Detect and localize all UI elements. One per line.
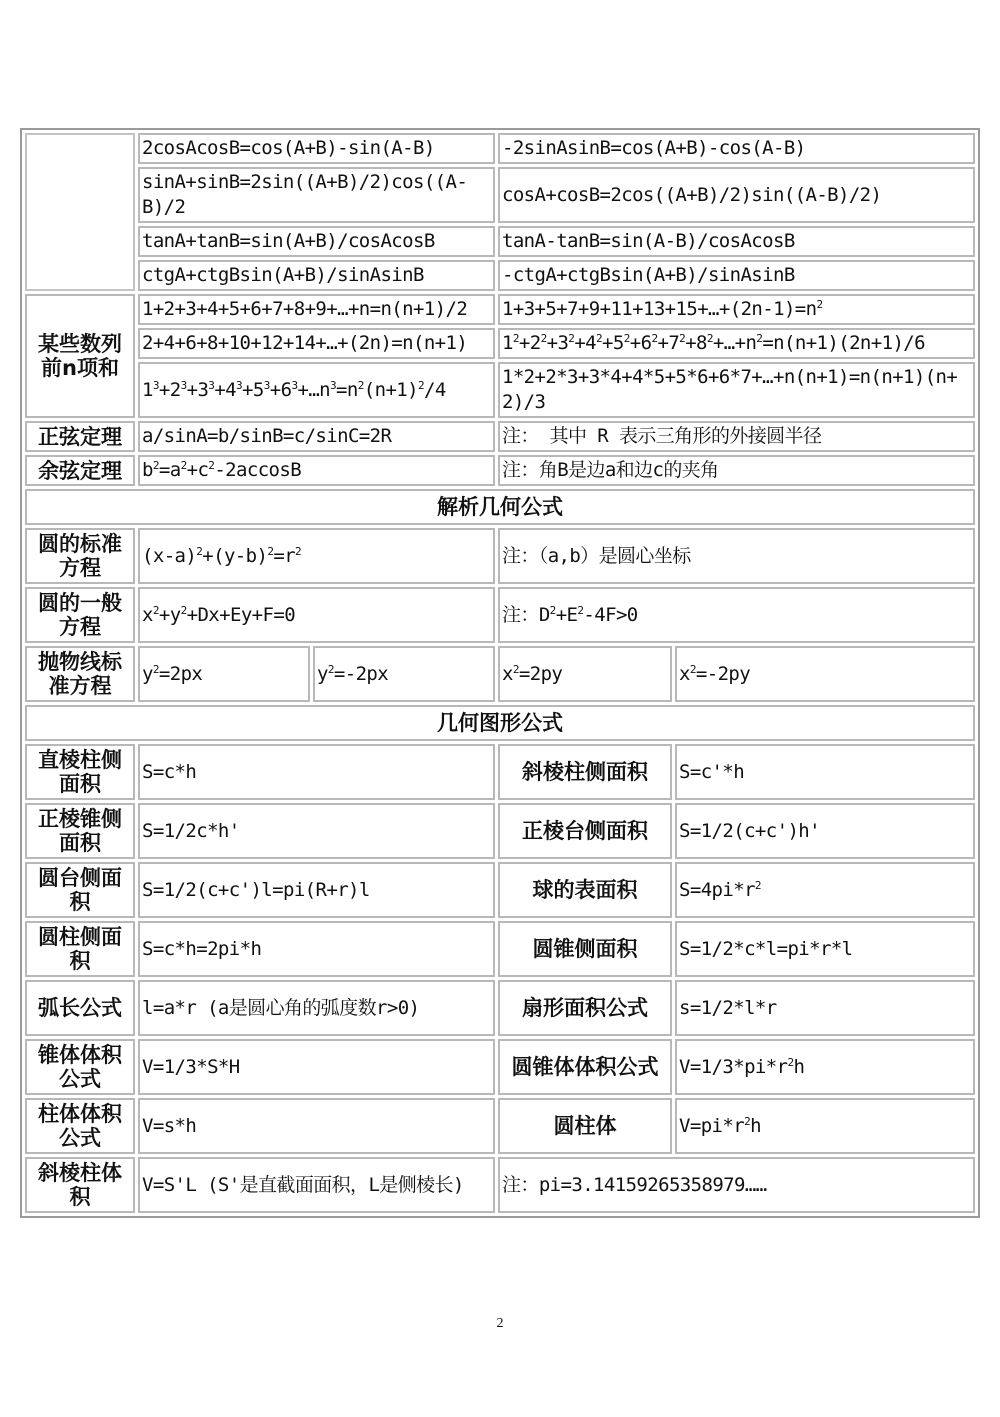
formula-cell: $x^2=2py$ — [498, 646, 672, 702]
formula-cell: V=S'L (S'是直截面面积，L是侧棱长) — [138, 1157, 495, 1213]
geometry-label: 斜棱柱体积 — [25, 1157, 135, 1213]
formula-cell: $x^2=-2py$ — [675, 646, 975, 702]
formula-cell: l=a*r (a是圆心角的弧度数r>0) — [138, 980, 495, 1036]
table-row — [25, 1098, 975, 1154]
note-cell: 注：pi=3.14159265358979…… — [498, 1157, 975, 1213]
formula-cell: $1^2+2^2+3^2+4^2+5^2+6^2+7^2+8^2+\dots+n^2=n(n+1)(2n+1)/6$ — [498, 328, 975, 359]
table-row — [25, 489, 975, 525]
formula-cell: tanA+tanB=sin(A+B)/cosAcosB — [138, 226, 495, 257]
geometry-label: 球的表面积 — [498, 862, 672, 918]
formula-cell: -2sinAsinB=cos(A+B)-cos(A-B) — [498, 133, 975, 164]
formula-cell: $1+3+5+7+9+11+13+15+\dots+(2n-1)=n^2$ — [498, 294, 975, 325]
geometry-label: 斜棱柱侧面积 — [498, 744, 672, 800]
table-row — [25, 167, 975, 223]
page-number: 2 — [496, 1316, 504, 1331]
note-cell: 注：$D^2+E^2-4F>0$ — [498, 587, 975, 643]
formula-cell: $y^2=2px$ — [138, 646, 310, 702]
table-row — [25, 705, 975, 741]
geometry-label: 圆柱侧面积 — [25, 921, 135, 977]
formula-cell: S=1/2(c+c')h' — [675, 803, 975, 859]
formula-cell: -ctgA+ctgBsin(A+B)/sinAsinB — [498, 260, 975, 291]
table-row — [25, 862, 975, 918]
formula-cell: S=1/2(c+c')l=pi(R+r)l — [138, 862, 495, 918]
circle-standard-label: 圆的标准方程 — [25, 528, 135, 584]
table-row — [25, 744, 975, 800]
table-row — [25, 226, 975, 257]
formula-cell: S=c*h=2pi*h — [138, 921, 495, 977]
formula-cell: cosA+cosB=2cos((A+B)/2)sin((A-B)/2) — [498, 167, 975, 223]
formula-table — [20, 128, 980, 1218]
table-row — [25, 1157, 975, 1213]
formula-cell: V=s*h — [138, 1098, 495, 1154]
note-cell: 注：（a,b）是圆心坐标 — [498, 528, 975, 584]
formula-cell: sinA+sinB=2sin((A+B)/2)cos((A-B)/2 — [138, 167, 495, 223]
geometry-label: 正棱锥侧面积 — [25, 803, 135, 859]
formula-cell: s=1/2*l*r — [675, 980, 975, 1036]
geometry-label: 圆锥侧面积 — [498, 921, 672, 977]
geometry-label: 正棱台侧面积 — [498, 803, 672, 859]
formula-cell: $V=pi*r^2h$ — [675, 1098, 975, 1154]
geometry-label: 圆锥体体积公式 — [498, 1039, 672, 1095]
geometry-label: 柱体体积公式 — [25, 1098, 135, 1154]
formula-cell: $y^2=-2px$ — [313, 646, 495, 702]
geometry-label: 锥体体积公式 — [25, 1039, 135, 1095]
circle-general-label: 圆的一般方程 — [25, 587, 135, 643]
formula-cell: ctgA+ctgBsin(A+B)/sinAsinB — [138, 260, 495, 291]
table-row — [25, 980, 975, 1036]
formula-cell: $b^2=a^2+c^2-2accosB$ — [138, 455, 495, 486]
formula-cell: S=c'*h — [675, 744, 975, 800]
formula-cell: S=1/2c*h' — [138, 803, 495, 859]
table-row — [25, 528, 975, 584]
formula-cell: 2+4+6+8+10+12+14+…+(2n)=n(n+1) — [138, 328, 495, 359]
formula-cell: 2cosAcosB=cos(A+B)-sin(A-B) — [138, 133, 495, 164]
table-row — [25, 260, 975, 291]
formula-cell: $1^3+2^3+3^3+4^3+5^3+6^3+\dots n^3=n^2(n+1)^2/4$ — [138, 362, 495, 418]
empty-label-cell — [25, 133, 135, 291]
table-row — [25, 587, 975, 643]
table-row — [25, 646, 975, 702]
table-row — [25, 328, 975, 359]
geometry-label: 扇形面积公式 — [498, 980, 672, 1036]
table-row — [25, 455, 975, 486]
formula-cell: $S=4pi*r^2$ — [675, 862, 975, 918]
formula-cell: S=c*h — [138, 744, 495, 800]
note-cell: 注： 其中 R 表示三角形的外接圆半径 — [498, 421, 975, 452]
formula-cell: $V=1/3*pi*r^2h$ — [675, 1039, 975, 1095]
geometry-label: 直棱柱侧面积 — [25, 744, 135, 800]
geometry-label: 弧长公式 — [25, 980, 135, 1036]
table-row — [25, 362, 975, 418]
table-row — [25, 803, 975, 859]
formula-cell: $(x-a)^2+(y-b)^2=r^2$ — [138, 528, 495, 584]
geometry-label: 圆柱体 — [498, 1098, 672, 1154]
sine-law-label: 正弦定理 — [25, 421, 135, 452]
geometry-label: 圆台侧面积 — [25, 862, 135, 918]
parabola-label: 抛物线标准方程 — [25, 646, 135, 702]
series-label: 某些数列前n项和 — [25, 294, 135, 418]
cosine-law-label: 余弦定理 — [25, 455, 135, 486]
note-cell: 注：角B是边a和边c的夹角 — [498, 455, 975, 486]
formula-cell: 1*2+2*3+3*4+4*5+5*6+6*7+…+n(n+1)=n(n+1)(n+2)/3 — [498, 362, 975, 418]
formula-cell: tanA-tanB=sin(A-B)/cosAcosB — [498, 226, 975, 257]
table-row — [25, 133, 975, 164]
formula-cell: 1+2+3+4+5+6+7+8+9+…+n=n(n+1)/2 — [138, 294, 495, 325]
formula-cell: S=1/2*c*l=pi*r*l — [675, 921, 975, 977]
formula-cell: $x^2+y^2+Dx+Ey+F=0$ — [138, 587, 495, 643]
table-row — [25, 1039, 975, 1095]
table-row — [25, 421, 975, 452]
table-row — [25, 921, 975, 977]
section-heading-analytic: 解析几何公式 — [25, 489, 975, 525]
table-row — [25, 294, 975, 325]
formula-cell: V=1/3*S*H — [138, 1039, 495, 1095]
section-heading-geometry: 几何图形公式 — [25, 705, 975, 741]
formula-cell: a/sinA=b/sinB=c/sinC=2R — [138, 421, 495, 452]
